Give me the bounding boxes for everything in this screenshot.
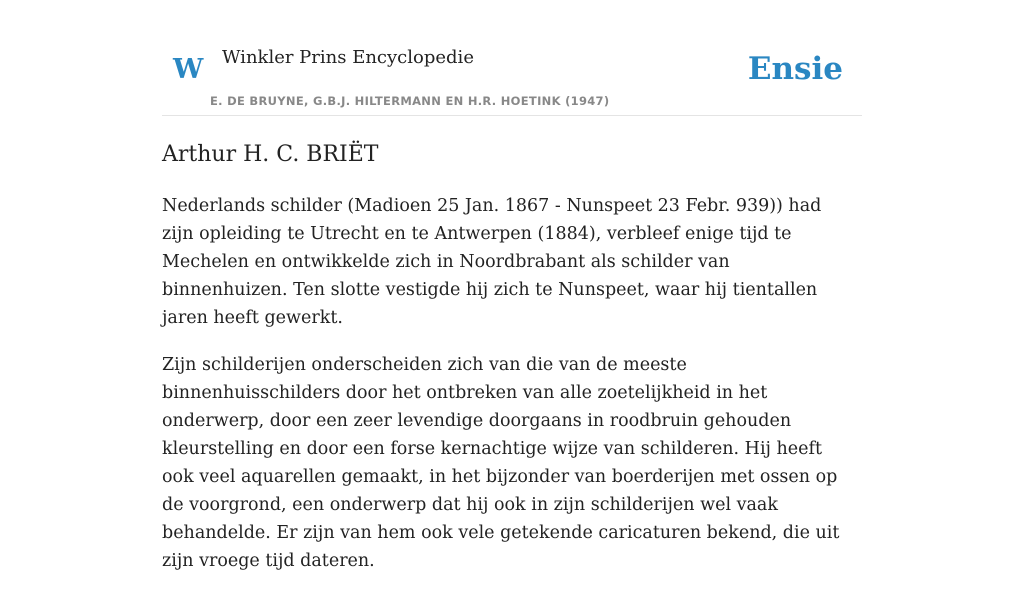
header-divider <box>162 115 862 116</box>
article-title: Arthur H. C. BRIËT <box>162 142 379 167</box>
winkler-prins-logo-icon[interactable]: W <box>173 54 204 85</box>
source-authors: E. DE BRUYNE, G.B.J. HILTERMANN EN H.R. HOETINK (1947) <box>210 94 610 108</box>
article-paragraph-1: Nederlands schilder (Madioen 25 Jan. 1867 - Nunspeet 23 Febr. 939)) had zijn opleiding te Utrecht en te Antwerpen (1884), verbleef enige tijd te Mechelen en ontwikkelde zich in Noordbrabant als schilder van binnenhuizen. Ten slotte vestigde hij zich te Nunspeet, waar hij tientallen jaren heeft gewerkt. <box>162 196 822 328</box>
source-title[interactable]: Winkler Prins Encyclopedie <box>222 47 474 68</box>
article-body <box>162 192 854 594</box>
ensie-brand-logo[interactable]: Ensie <box>747 51 843 87</box>
article-paragraph-2: Zijn schilderijen onderscheiden zich van die van de meeste binnenhuisschilders door het ontbreken van alle zoetelijkheid in het onderwerp, door een zeer levendige doorgaans in roodbruin gehouden kleurstelling en door een forse kernachtige wijze van schilderen. Hij heeft ook veel aquarellen gemaakt, in het bijzonder van boerderijen met ossen op de voorgrond, een onderwerp dat hij ook in zijn schilderijen wel vaak behandelde. Er zijn van hem ook vele getekende caricaturen bekend, die uit zijn vroege tijd dateren. <box>162 355 840 571</box>
